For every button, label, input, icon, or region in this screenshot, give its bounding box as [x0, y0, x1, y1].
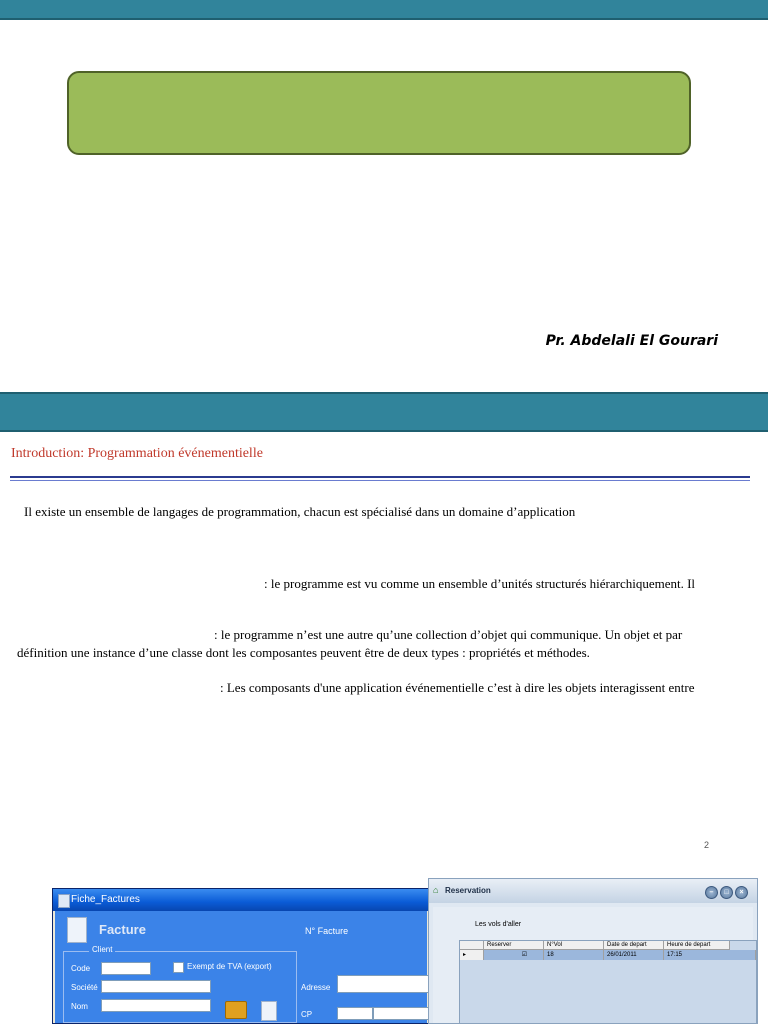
- window-body: [55, 911, 427, 1023]
- column-header[interactable]: Reserver: [484, 941, 544, 950]
- window-title-bar[interactable]: [53, 889, 429, 911]
- exempt-tva-checkbox[interactable]: [173, 962, 184, 973]
- nvol-cell[interactable]: 18: [544, 950, 604, 960]
- ville-input[interactable]: [373, 1007, 429, 1020]
- row-header-col: [460, 941, 484, 950]
- maximize-icon[interactable]: □: [720, 886, 733, 899]
- column-header[interactable]: Date de depart: [604, 941, 664, 950]
- window-title-bar[interactable]: [429, 879, 757, 903]
- window-body: [433, 907, 753, 1024]
- nom-label: Nom: [71, 1002, 88, 1011]
- exempt-tva-label: Exempt de TVA (export): [187, 962, 272, 971]
- document-icon: [58, 894, 70, 908]
- cp-input[interactable]: [337, 1007, 373, 1020]
- facture-heading: Facture: [99, 922, 146, 937]
- heure-cell[interactable]: 17:15: [664, 950, 756, 960]
- cp-label: CP: [301, 1010, 313, 1019]
- vols-aller-label: Les vols d'aller: [475, 921, 522, 928]
- paragraph-object-line1: : le programme n’est une autre qu’une collection d’objet qui communique. Un objet et par: [214, 627, 683, 642]
- fiche-factures-window: [52, 888, 430, 1024]
- paragraph-procedural: : le programme est vu comme un ensemble d’unités structurés hiérarchiquement. Il: [264, 576, 696, 591]
- title-box: [67, 71, 691, 155]
- title-rule-thin: [10, 480, 750, 481]
- code-label: Code: [71, 964, 91, 973]
- column-header[interactable]: N°Vol: [544, 941, 604, 950]
- row-selector-icon[interactable]: ▸: [460, 950, 484, 960]
- societe-label: Société: [71, 983, 98, 992]
- app-icon: ⌂: [433, 885, 439, 895]
- slide1-header-bar: [0, 0, 768, 20]
- title-rule: [10, 476, 750, 478]
- reservation-window: [428, 878, 758, 1024]
- window-title: Reservation: [445, 886, 491, 895]
- column-header[interactable]: Heure de depart: [664, 941, 730, 950]
- societe-input[interactable]: [101, 980, 211, 993]
- paragraph-event: : Les composants d'une application événementielle c’est à dire les objets interagissent entre: [220, 680, 695, 695]
- minimize-icon[interactable]: –: [705, 886, 718, 899]
- date-cell[interactable]: 26/01/2011: [604, 950, 664, 960]
- document-icon: [261, 1001, 277, 1021]
- close-icon[interactable]: ×: [735, 886, 748, 899]
- author-name: Pr. Abdelali El Gourari: [545, 333, 718, 349]
- paragraph-intro: Il existe un ensemble de langages de programmation, chacun est spécialisé dans un domaine d’application: [24, 504, 576, 519]
- page-number: 2: [704, 840, 710, 850]
- slide2-header-bar: [0, 392, 768, 432]
- reserver-cell[interactable]: ☑: [484, 950, 544, 960]
- slide-title: Introduction: Programmation événementielle: [11, 446, 263, 461]
- vols-grid: [459, 940, 757, 1024]
- adresse-label: Adresse: [301, 983, 331, 992]
- n-facture-label: N° Facture: [305, 926, 349, 936]
- paragraph-object-line2: définition une instance d’une classe dont les composantes peuvent être de deux types : propriétés et méthodes.: [17, 645, 590, 660]
- adresse-input[interactable]: [337, 975, 429, 993]
- briefcase-icon[interactable]: [225, 1001, 247, 1019]
- client-legend: Client: [89, 945, 115, 954]
- code-input[interactable]: [101, 962, 151, 975]
- window-title: Fiche_Factures: [71, 894, 140, 905]
- document-icon: [67, 917, 87, 943]
- nom-input[interactable]: [101, 999, 211, 1012]
